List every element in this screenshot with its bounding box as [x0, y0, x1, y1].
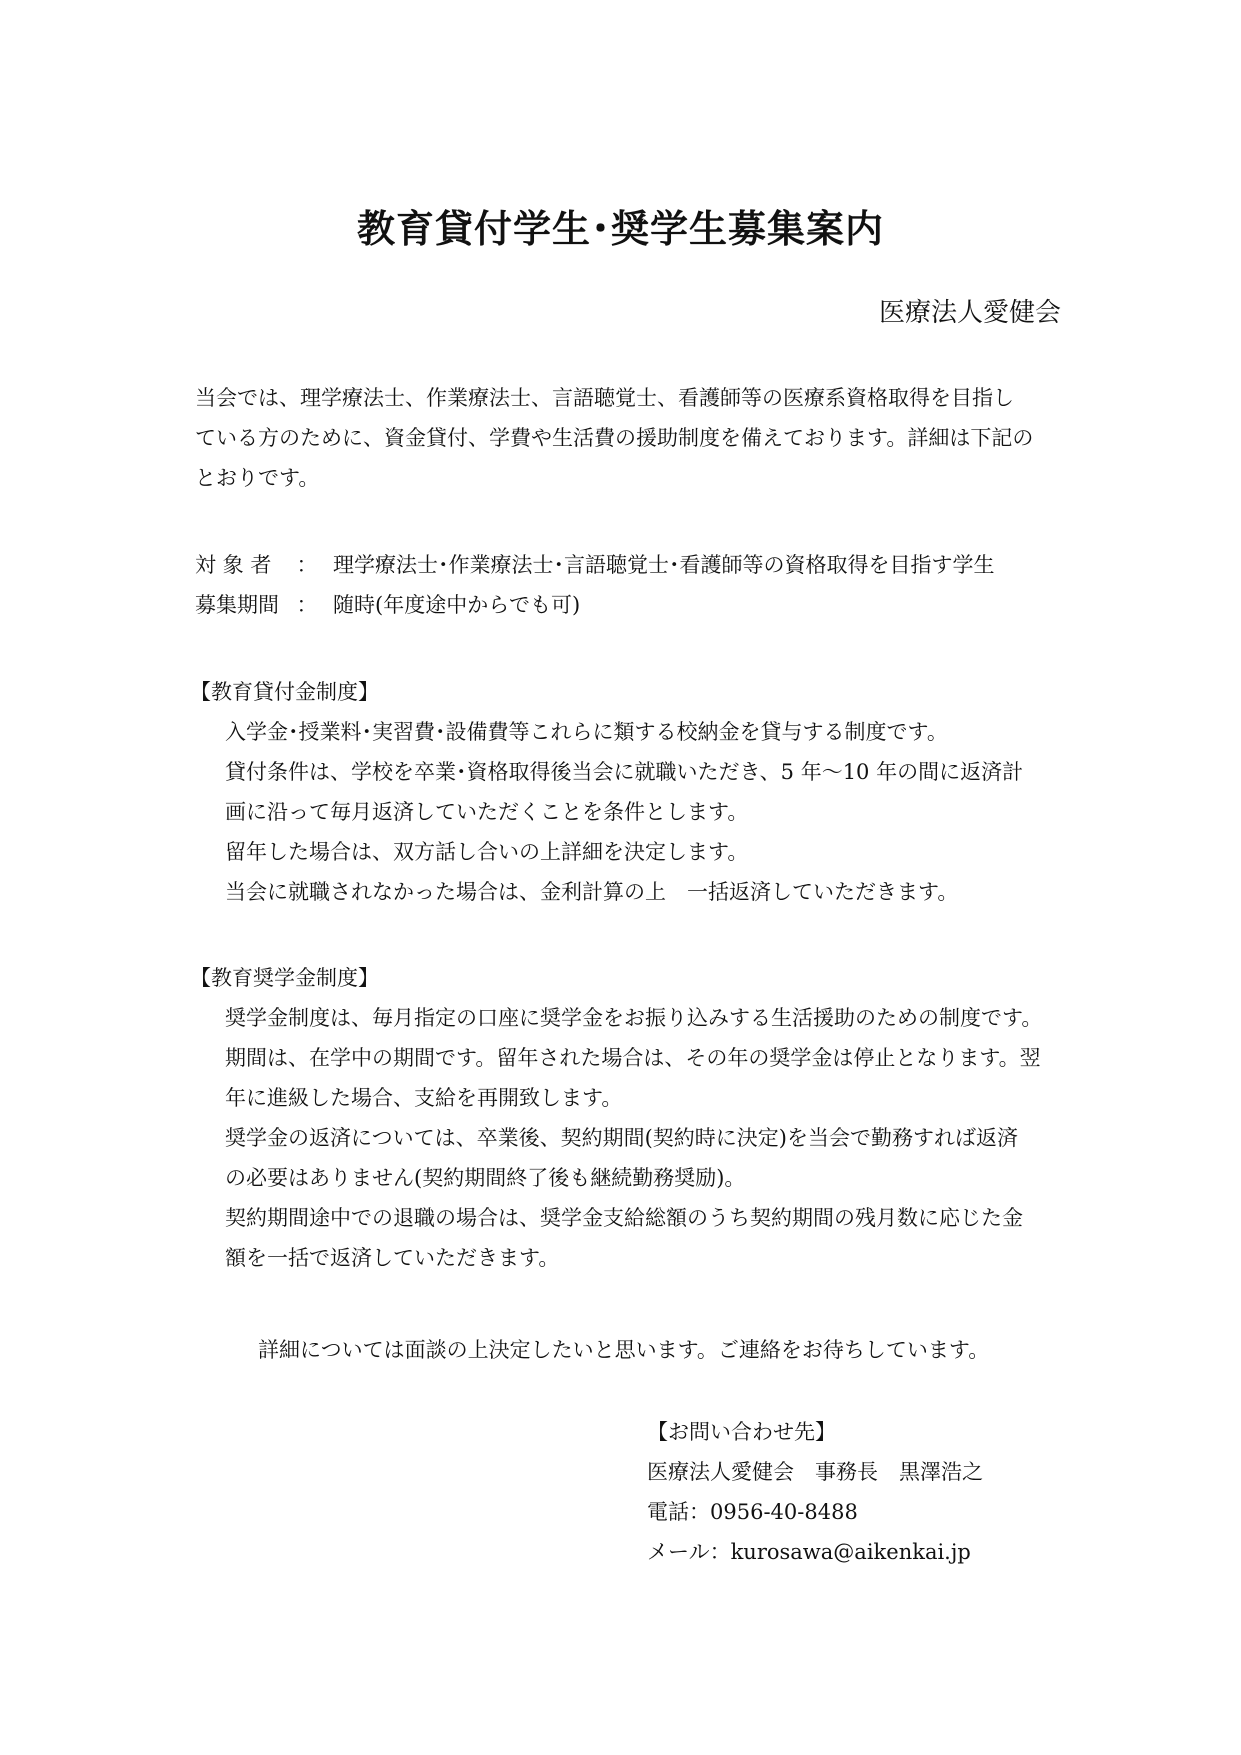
intro-line: とおりです。 — [195, 466, 320, 490]
loan-line: 貸付条件は、学校を卒業･資格取得後当会に就職いただき、5 年～10 年の間に返済計 — [225, 760, 1024, 784]
target-row — [195, 545, 995, 585]
contact-block — [647, 1412, 983, 1572]
period-value: 随時(年度途中からでも可) — [333, 593, 581, 617]
target-separator: ： — [296, 553, 318, 577]
scholarship-line: 奨学金の返済については、卒業後、契約期間(契約時に決定)を当会で勤務すれば返済 — [225, 1126, 1018, 1150]
scholarship-section-body — [225, 998, 1042, 1278]
intro-line: 当会では、理学療法士、作業療法士、言語聴覚士、看護師等の医療系資格取得を目指し — [195, 386, 1014, 410]
target-label: 対 象 者 — [195, 553, 272, 577]
scholarship-line: 期間は、在学中の期間です。留年された場合は、その年の奨学金は停止となります。翌 — [225, 1046, 1041, 1070]
scholarship-line: 契約期間途中での退職の場合は、奨学金支給総額のうち契約期間の残月数に応じた金 — [225, 1206, 1023, 1230]
intro-line: ている方のために、資金貸付、学費や生活費の援助制度を備えております。詳細は下記の — [195, 426, 1034, 450]
scholarship-line: 年に進級した場合、支給を再開致します。 — [225, 1086, 623, 1110]
organization-name: 医療法人愛健会 — [878, 298, 1061, 328]
scholarship-section-heading: 【教育奨学金制度】 — [190, 966, 379, 990]
scholarship-line: の必要はありません(契約期間終了後も継続勤務奨励)。 — [225, 1166, 746, 1190]
contact-heading: 【お問い合わせ先】 — [647, 1420, 836, 1444]
scholarship-line: 額を一括で返済していただきます。 — [225, 1246, 560, 1270]
loan-line: 画に沿って毎月返済していただくことを条件とします。 — [225, 800, 749, 824]
contact-email[interactable]: メール：kurosawa@aikenkai.jp — [647, 1540, 971, 1564]
loan-line: 留年した場合は、双方話し合いの上詳細を決定します。 — [225, 840, 749, 864]
intro-paragraph — [195, 378, 1033, 498]
period-row — [195, 585, 995, 625]
loan-section-heading: 【教育貸付金制度】 — [190, 680, 379, 704]
contact-phone[interactable]: 電話：0956-40-8488 — [647, 1500, 858, 1524]
contact-person: 医療法人愛健会 事務長 黒澤浩之 — [647, 1460, 983, 1484]
loan-line: 当会に就職されなかった場合は、金利計算の上 一括返済していただきます。 — [225, 880, 959, 904]
scholarship-line: 奨学金制度は、毎月指定の口座に奨学金をお振り込みする生活援助のための制度です。 — [225, 1006, 1043, 1030]
loan-section-body — [225, 712, 1023, 912]
page-title: 教育貸付学生･奨学生募集案内 — [356, 207, 884, 251]
loan-line: 入学金･授業料･実習費･設備費等これらに類する校納金を貸与する制度です。 — [225, 720, 948, 744]
target-value: 理学療法士･作業療法士･言語聴覚士･看護師等の資格取得を目指す学生 — [333, 553, 995, 577]
closing-sentence: 詳細については面談の上決定したいと思います。ご連絡をお待ちしています。 — [258, 1338, 990, 1362]
recruitment-info — [195, 545, 995, 625]
period-label: 募集期間 — [195, 593, 279, 617]
period-separator: ： — [296, 593, 318, 617]
